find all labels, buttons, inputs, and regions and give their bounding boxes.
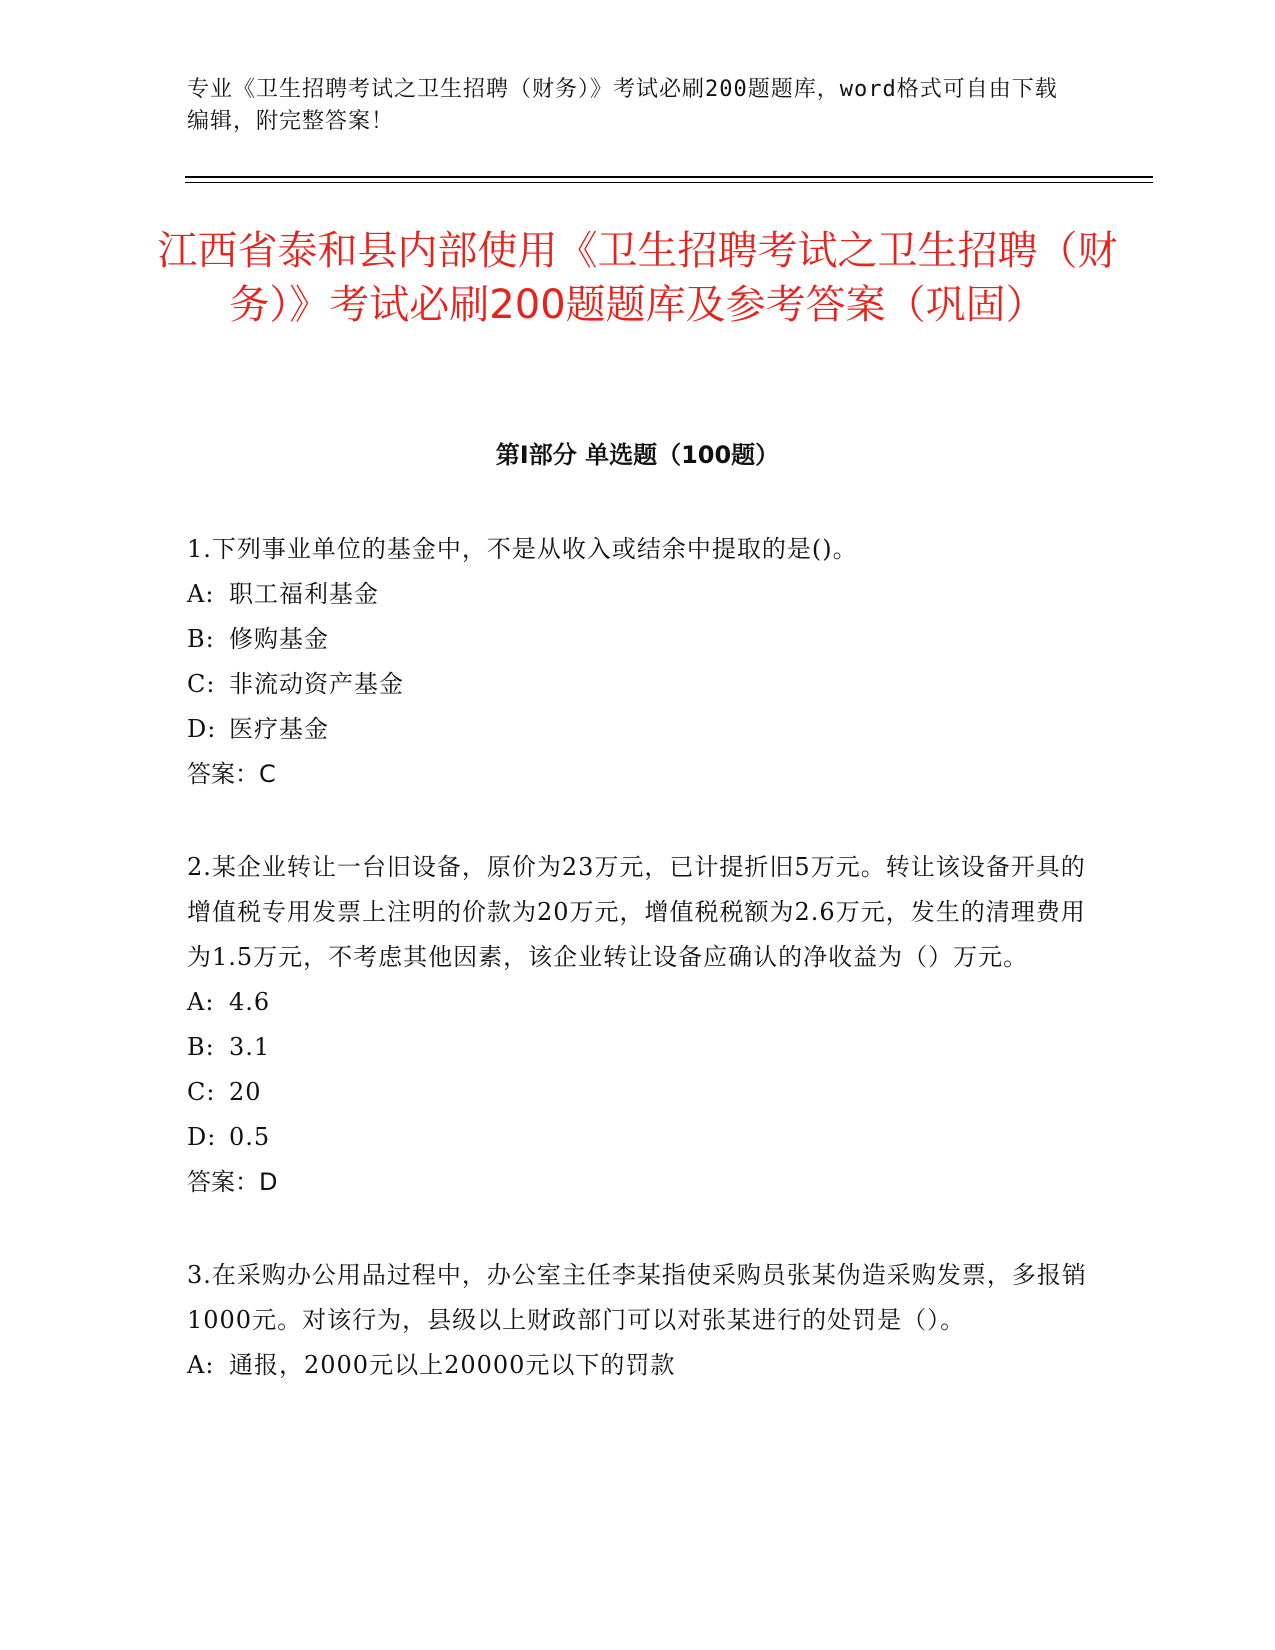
option-key: C: xyxy=(187,670,216,698)
option-key: D: xyxy=(187,715,217,743)
option-d xyxy=(187,707,1087,752)
question-3 xyxy=(187,1253,1087,1388)
header-divider-thin xyxy=(185,182,1153,183)
option-c xyxy=(187,662,1087,707)
answer-line: 答案：C xyxy=(187,760,276,788)
option-text: 修购基金 xyxy=(229,625,329,653)
option-key: C: xyxy=(187,1078,216,1106)
question-stem: 1.下列事业单位的基金中，不是从收入或结余中提取的是()。 xyxy=(187,535,858,563)
option-a xyxy=(187,1343,1087,1388)
option-key: B: xyxy=(187,625,215,653)
header-note: 专业《卫生招聘考试之卫生招聘（财务）》考试必刷200题题库，word格式可自由下载编辑，附完整答案！ xyxy=(187,77,1058,134)
option-d xyxy=(187,1115,1087,1160)
option-b xyxy=(187,1025,1087,1070)
section-heading: 第Ⅰ部分 单选题（100题） xyxy=(495,441,780,469)
option-key: A: xyxy=(187,988,215,1016)
document-title: 江西省泰和县内部使用《卫生招聘考试之卫生招聘（财务）》考试必刷200题题库及参考答案（巩固） xyxy=(157,228,1118,328)
option-a xyxy=(187,572,1087,617)
option-text: 3.1 xyxy=(229,1033,271,1061)
header-divider xyxy=(185,176,1153,178)
question-stem: 2.某企业转让一台旧设备，原价为23万元，已计提折旧5万元。转让该设备开具的增值税专用发票上注明的价款为20万元，增值税税额为2.6万元，发生的清理费用为1.5万元，不考虑其他因素，该企业转让设备应确认的净收益为（）万元。 xyxy=(187,853,1086,971)
option-a xyxy=(187,980,1087,1025)
option-text: 20 xyxy=(229,1078,262,1106)
question-1 xyxy=(187,527,1087,797)
option-b xyxy=(187,617,1087,662)
option-key: B: xyxy=(187,1033,215,1061)
option-c xyxy=(187,1070,1087,1115)
option-text: 0.5 xyxy=(229,1123,271,1151)
option-text: 4.6 xyxy=(229,988,271,1016)
question-stem: 3.在采购办公用品过程中，办公室主任李某指使采购员张某伪造采购发票，多报销1000元。对该行为，县级以上财政部门可以对张某进行的处罚是（）。 xyxy=(187,1261,1087,1334)
option-text: 非流动资产基金 xyxy=(229,670,404,698)
option-text: 医疗基金 xyxy=(229,715,329,743)
option-key: A: xyxy=(187,580,215,608)
option-text: 通报，2000元以上20000元以下的罚款 xyxy=(229,1351,676,1379)
option-key: D: xyxy=(187,1123,217,1151)
question-list xyxy=(187,527,1087,1436)
question-2 xyxy=(187,845,1087,1205)
option-key: A: xyxy=(187,1351,215,1379)
answer-line: 答案：D xyxy=(187,1168,278,1196)
option-text: 职工福利基金 xyxy=(229,580,379,608)
